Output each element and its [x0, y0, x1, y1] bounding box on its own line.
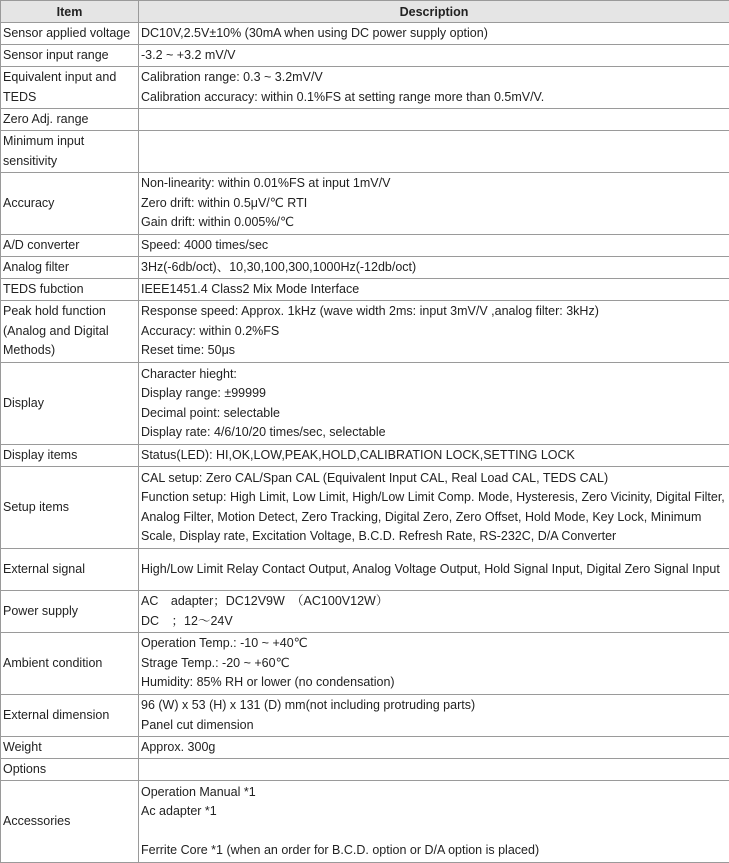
description-line: Gain drift: within 0.005%/℃ — [141, 213, 727, 233]
row-item-label: Ambient condition — [1, 633, 139, 695]
row-item-label: TEDS fubction — [1, 279, 139, 301]
table-row — [1, 131, 729, 173]
row-description — [139, 67, 729, 109]
table-row — [1, 235, 729, 257]
row-description — [139, 109, 729, 131]
row-item-label: Minimum input sensitivity — [1, 131, 139, 173]
description-line: IEEE1451.4 Class2 Mix Mode Interface — [141, 280, 727, 300]
table-row — [1, 759, 729, 781]
table-row — [1, 591, 729, 633]
description-line: DC ；12～24V — [141, 612, 727, 632]
description-line: Operation Manual *1 — [141, 783, 727, 803]
description-line: Strage Temp.: -20 ~ +60℃ — [141, 654, 727, 674]
row-description — [139, 445, 729, 467]
table-row — [1, 445, 729, 467]
table-row — [1, 45, 729, 67]
row-item-label: External dimension — [1, 695, 139, 737]
table-row — [1, 23, 729, 45]
header-item: Item — [1, 1, 139, 23]
table-row — [1, 109, 729, 131]
description-line: Reset time: 50μs — [141, 341, 727, 361]
row-description — [139, 235, 729, 257]
row-description — [139, 45, 729, 67]
description-line: Calibration range: 0.3 ~ 3.2mV/V — [141, 68, 727, 88]
row-item-label: Options — [1, 759, 139, 781]
row-description — [139, 279, 729, 301]
row-item-label: Sensor input range — [1, 45, 139, 67]
row-item-label: A/D converter — [1, 235, 139, 257]
table-row — [1, 257, 729, 279]
row-item-label: External signal — [1, 549, 139, 591]
row-item-label: Sensor applied voltage — [1, 23, 139, 45]
description-line: -3.2 ~ +3.2 mV/V — [141, 46, 727, 66]
table-row — [1, 633, 729, 695]
row-item-label: Accessories — [1, 781, 139, 863]
description-line: Decimal point: selectable — [141, 404, 727, 424]
table-row — [1, 695, 729, 737]
table-row — [1, 67, 729, 109]
table-row — [1, 737, 729, 759]
table-row — [1, 173, 729, 235]
description-line: Operation Temp.: -10 ~ +40℃ — [141, 634, 727, 654]
table-row — [1, 549, 729, 591]
description-line: High/Low Limit Relay Contact Output, Analog Voltage Output, Hold Signal Input, Digital Zero Signal Input — [141, 560, 727, 580]
blank-line — [141, 822, 727, 842]
description-line: Display rate: 4/6/10/20 times/sec, selectable — [141, 423, 727, 443]
table-row — [1, 363, 729, 445]
row-item-label: Zero Adj. range — [1, 109, 139, 131]
description-line: Humidity: 85% RH or lower (no condensation) — [141, 673, 727, 693]
description-line: Character hieght: — [141, 365, 727, 385]
row-item-label: Accuracy — [1, 173, 139, 235]
row-item-label: Weight — [1, 737, 139, 759]
row-description — [139, 695, 729, 737]
description-line: Ferrite Core *1 (when an order for B.C.D. option or D/A option is placed) — [141, 841, 727, 861]
description-line: Accuracy: within 0.2%FS — [141, 322, 727, 342]
description-line: Approx. 300g — [141, 738, 727, 758]
header-description: Description — [139, 1, 729, 23]
description-line: 3Hz(-6db/oct)、10,30,100,300,1000Hz(-12db/oct) — [141, 258, 727, 278]
row-description — [139, 591, 729, 633]
spec-body — [1, 23, 729, 863]
description-line: Display range: ±99999 — [141, 384, 727, 404]
description-line: Calibration accuracy: within 0.1%FS at setting range more than 0.5mV/V. — [141, 88, 727, 108]
row-item-label: Peak hold function (Analog and Digital Methods) — [1, 301, 139, 363]
description-line: Response speed: Approx. 1kHz (wave width 2ms: input 3mV/V ,analog filter: 3kHz) — [141, 302, 727, 322]
description-line: AC adapter；DC12V9W （AC100V12W） — [141, 592, 727, 612]
row-description — [139, 633, 729, 695]
description-line: Ac adapter *1 — [141, 802, 727, 822]
row-item-label: Display items — [1, 445, 139, 467]
row-item-label: Equivalent input and TEDS — [1, 67, 139, 109]
row-item-label: Setup items — [1, 467, 139, 549]
description-line: Function setup: High Limit, Low Limit, High/Low Limit Comp. Mode, Hysteresis, Zero Vicinity, Digital Filter, Analog Filter, Motion Detect, Zero Tracking, Digital Zero, Zero Offset, Hold Mode, Key Lock, Minimum Scale, Display rate, Excitation Voltage, B.C.D. Refresh Rate, RS-232C, D/A Converter — [141, 488, 727, 547]
row-description — [139, 301, 729, 363]
description-line: CAL setup: Zero CAL/Span CAL (Equivalent Input CAL, Real Load CAL, TEDS CAL) — [141, 469, 727, 489]
header-row — [1, 1, 729, 23]
table-row — [1, 781, 729, 863]
description-line: Panel cut dimension — [141, 716, 727, 736]
row-description — [139, 781, 729, 863]
description-line: 96 (W) x 53 (H) x 131 (D) mm(not including protruding parts) — [141, 696, 727, 716]
row-description — [139, 737, 729, 759]
description-line: DC10V,2.5V±10% (30mA when using DC power supply option) — [141, 24, 727, 44]
row-description — [139, 131, 729, 173]
table-row — [1, 301, 729, 363]
row-description — [139, 257, 729, 279]
description-line: Zero drift: within 0.5μV/℃ RTI — [141, 194, 727, 214]
table-row — [1, 279, 729, 301]
row-item-label: Display — [1, 363, 139, 445]
table-row — [1, 467, 729, 549]
row-description — [139, 759, 729, 781]
row-item-label: Analog filter — [1, 257, 139, 279]
row-description — [139, 467, 729, 549]
description-line: Status(LED): HI,OK,LOW,PEAK,HOLD,CALIBRATION LOCK,SETTING LOCK — [141, 446, 727, 466]
row-item-label: Power supply — [1, 591, 139, 633]
row-description — [139, 173, 729, 235]
row-description — [139, 363, 729, 445]
row-description — [139, 23, 729, 45]
description-line: Speed: 4000 times/sec — [141, 236, 727, 256]
description-line: Non-linearity: within 0.01%FS at input 1mV/V — [141, 174, 727, 194]
row-description — [139, 549, 729, 591]
